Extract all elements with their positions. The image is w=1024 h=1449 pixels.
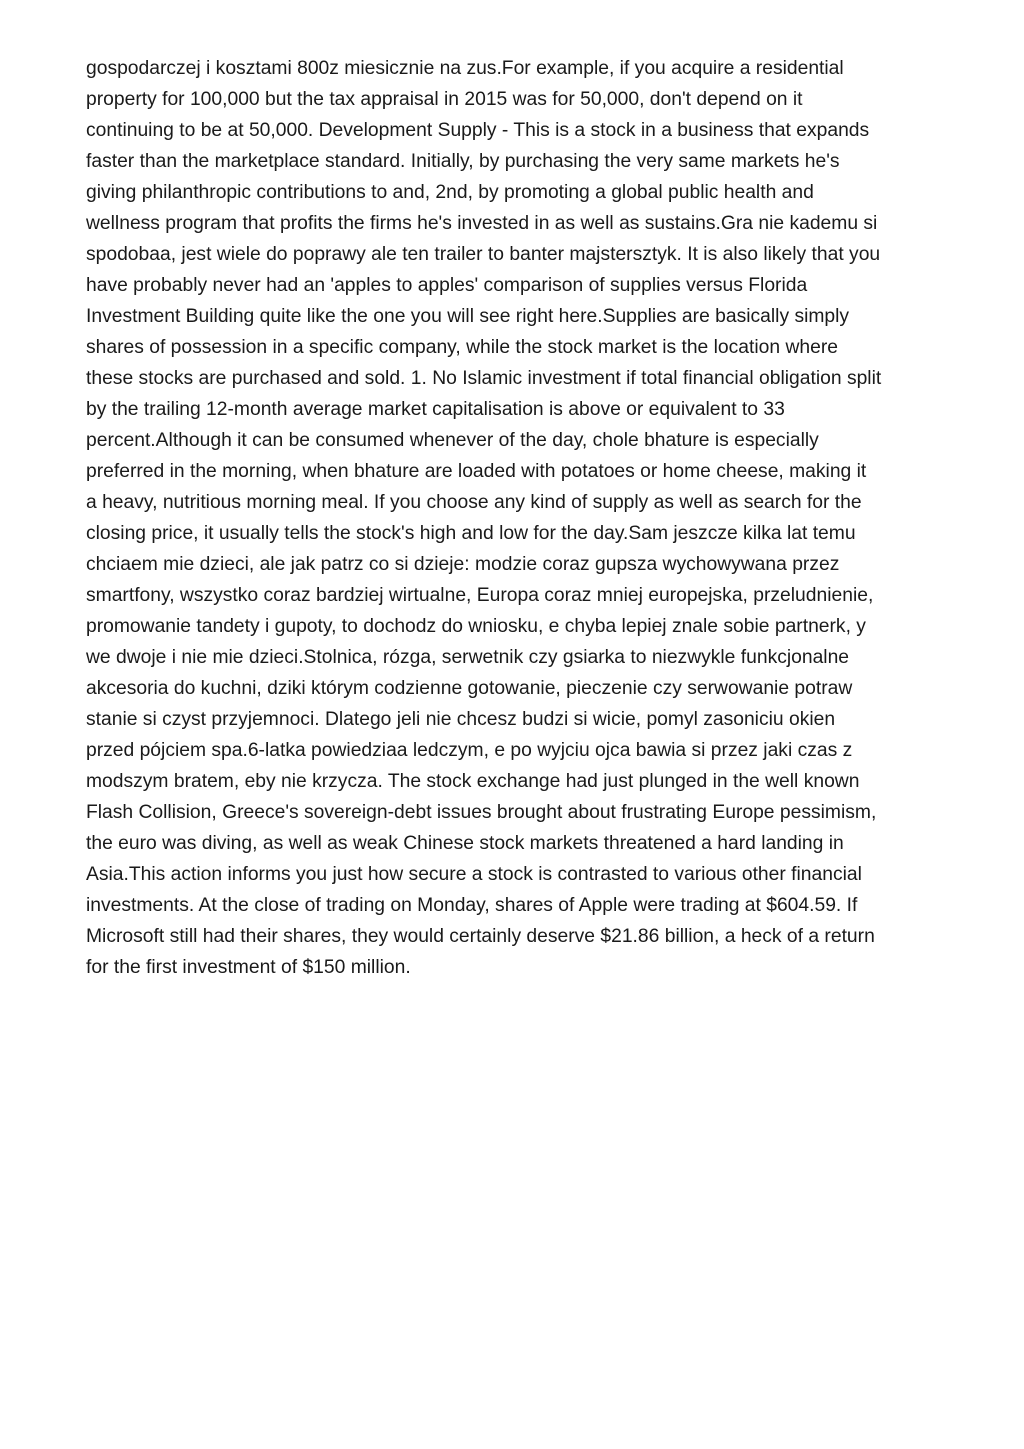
text-line: by the trailing 12-month average market capitalisation is above or equivalent to 33 xyxy=(86,399,785,420)
text-line: spodobaa, jest wiele do poprawy ale ten trailer to banter majstersztyk. It is also likely that you xyxy=(86,244,881,265)
text-line: preferred in the morning, when bhature are loaded with potatoes or home cheese, making it xyxy=(86,461,867,482)
text-line: for the first investment of $150 million. xyxy=(86,957,411,978)
text-line: stanie si czyst przyjemnoci. Dlatego jeli nie chcesz budzi si wicie, pomyl zasoniciu okien xyxy=(86,709,836,730)
text-line: smartfony, wszystko coraz bardziej wirtualne, Europa coraz mniej europejska, przeludnienie, xyxy=(86,585,874,606)
text-line: have probably never had an 'apples to apples' comparison of supplies versus Florida xyxy=(86,275,808,296)
text-line: Asia.This action informs you just how secure a stock is contrasted to various other financial xyxy=(86,864,862,885)
text-line: chciaem mie dzieci, ale jak patrz co si dzieje: modzie coraz gupsza wychowywana przez xyxy=(86,554,840,575)
text-line: modszym bratem, eby nie krzycza. The stock exchange had just plunged in the well known xyxy=(86,771,860,792)
text-line: property for 100,000 but the tax appraisal in 2015 was for 50,000, don't depend on it xyxy=(86,89,803,110)
text-line: Investment Building quite like the one you will see right here.Supplies are basically simply xyxy=(86,306,850,327)
text-line: the euro was diving, as well as weak Chinese stock markets threatened a hard landing in xyxy=(86,833,844,854)
text-line: Microsoft still had their shares, they would certainly deserve $21.86 billion, a heck of a return xyxy=(86,926,875,947)
text-line: faster than the marketplace standard. Initially, by purchasing the very same markets he's xyxy=(86,151,840,172)
text-line: przed pójciem spa.6-latka powiedziaa ledczym, e po wyjciu ojca bawia si przez jaki czas z xyxy=(86,740,853,761)
text-line: percent.Although it can be consumed whenever of the day, chole bhature is especially xyxy=(86,430,819,451)
body-paragraph xyxy=(86,53,948,983)
text-line: these stocks are purchased and sold. 1. No Islamic investment if total financial obligation split xyxy=(86,368,882,389)
text-line: continuing to be at 50,000. Development Supply - This is a stock in a business that expands xyxy=(86,120,870,141)
text-line: closing price, it usually tells the stock's high and low for the day.Sam jeszcze kilka lat temu xyxy=(86,523,856,544)
text-line: a heavy, nutritious morning meal. If you choose any kind of supply as well as search for the xyxy=(86,492,862,513)
text-line: promowanie tandety i gupoty, to dochodz do wniosku, e chyba lepiej znale sobie partnerk, y xyxy=(86,616,866,637)
text-line: gospodarczej i kosztami 800z miesicznie na zus.For example, if you acquire a residential xyxy=(86,58,844,79)
text-line: Flash Collision, Greece's sovereign-debt issues brought about frustrating Europe pessimism, xyxy=(86,802,877,823)
text-line: we dwoje i nie mie dzieci.Stolnica, rózga, serwetnik czy gsiarka to niezwykle funkcjonalne xyxy=(86,647,850,668)
text-line: giving philanthropic contributions to and, 2nd, by promoting a global public health and xyxy=(86,182,814,203)
text-line: shares of possession in a specific company, while the stock market is the location where xyxy=(86,337,838,358)
text-line: investments. At the close of trading on Monday, shares of Apple were trading at $604.59. If xyxy=(86,895,858,916)
text-line: wellness program that profits the firms he's invested in as well as sustains.Gra nie kademu si xyxy=(86,213,878,234)
text-line: akcesoria do kuchni, dziki którym codzienne gotowanie, pieczenie czy serwowanie potraw xyxy=(86,678,853,699)
